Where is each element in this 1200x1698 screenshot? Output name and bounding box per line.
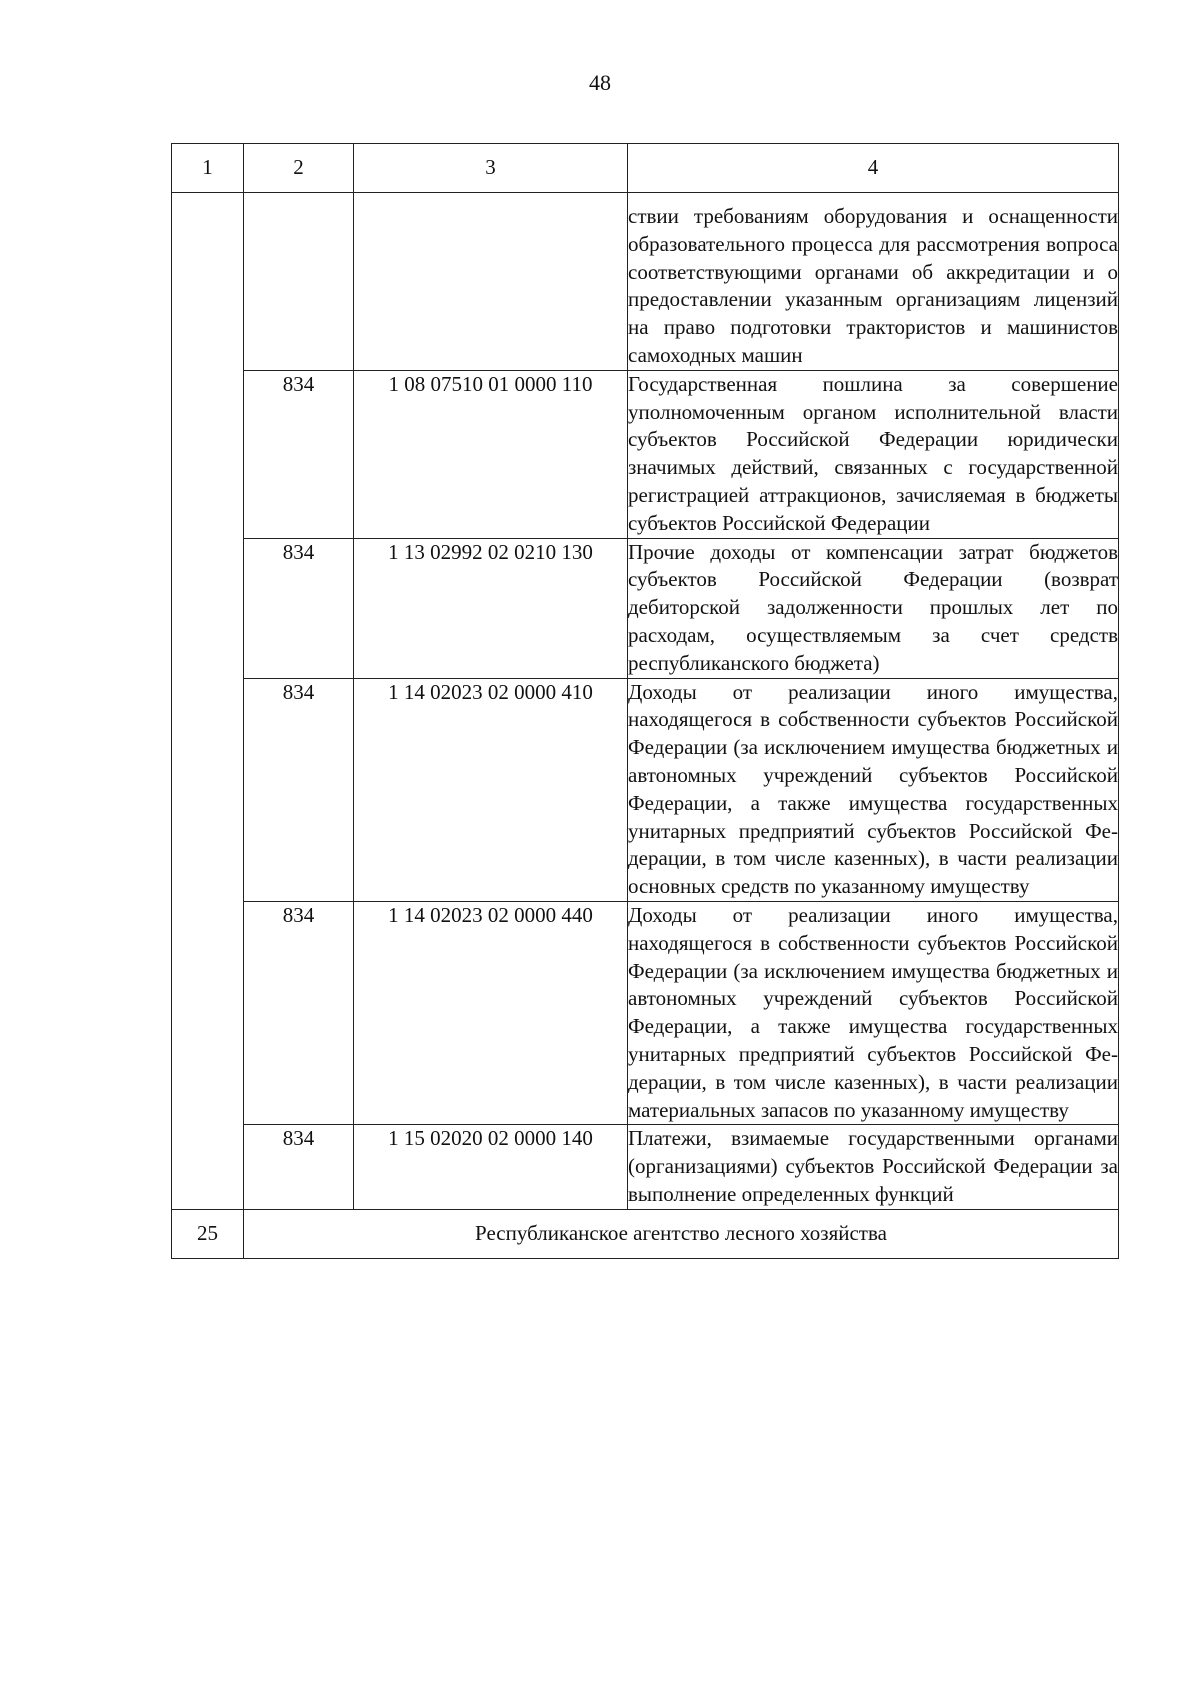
admin-code-cell: 834 <box>244 370 354 538</box>
column-header-3: 3 <box>354 144 628 193</box>
table-row <box>172 1125 1119 1209</box>
column-header-1: 1 <box>172 144 244 193</box>
revenue-code-cell: 1 08 07510 01 0000 110 <box>354 370 628 538</box>
table-row-continuation <box>172 193 1119 371</box>
admin-code-cell: 834 <box>244 678 354 901</box>
revenue-code-cell: 1 15 02020 02 0000 140 <box>354 1125 628 1209</box>
table-header-row <box>172 144 1119 193</box>
description-cell: Прочие доходы от компенсации затрат бюджетов субъектов Российской Федерации (возврат дебиторской задолженности прошлых лет по расходам, осуществляемым за счет средств республиканского бюджета) <box>628 538 1119 678</box>
agency-name-cell: Республиканское агентство лесного хозяйства <box>244 1209 1119 1258</box>
column-header-2: 2 <box>244 144 354 193</box>
revenue-code-cell <box>354 193 628 371</box>
description-cell: ствии требованиям оборудования и оснащенности образовательного процесса для рассмотрения вопроса соответствующими органами об аккредитации и о предоставлении указанным организациям лицензий на право подготовки трактористов и машинистов самоходных машин <box>628 193 1119 371</box>
description-cell: Доходы от реализации иного имущества, находящегося в собственности субъектов Российской Федерации (за исключением имущества бюджетных и автономных учреждений субъектов Российской Федерации, а также имущества государственных унитарных предприятий субъектов Российской Федерации, в том числе казенных), в части реализации основных средств по указанному имуществу <box>628 678 1119 901</box>
table-row <box>172 678 1119 901</box>
revenue-code-cell: 1 14 02023 02 0000 410 <box>354 678 628 901</box>
agency-row <box>172 1209 1119 1258</box>
group-number-cell <box>172 193 244 1210</box>
revenue-code-cell: 1 14 02023 02 0000 440 <box>354 901 628 1124</box>
admin-code-cell: 834 <box>244 901 354 1124</box>
description-cell: Доходы от реализации иного имущества, находящегося в собственности субъектов Российской Федерации (за исключением имущества бюджетных и автономных учреждений субъектов Российской Федерации, а также имущества государственных унитарных предприятий субъектов Российской Федерации, в том числе казенных), в части реализации материальных запасов по указанному имуществу <box>628 901 1119 1124</box>
admin-code-cell <box>244 193 354 371</box>
admin-code-cell: 834 <box>244 1125 354 1209</box>
agency-number-cell: 25 <box>172 1209 244 1258</box>
page-number: 48 <box>589 70 611 95</box>
column-header-4: 4 <box>628 144 1119 193</box>
revenue-code-cell: 1 13 02992 02 0210 130 <box>354 538 628 678</box>
table-row <box>172 901 1119 1124</box>
table-row <box>172 370 1119 538</box>
admin-code-cell: 834 <box>244 538 354 678</box>
description-cell: Государственная пошлина за совершение уполномоченным органом исполнительной власти субъектов Российской Федерации юридически значимых действий, связанных с государственной регистрацией аттракционов, зачисляемая в бюджеты субъектов Российской Федерации <box>628 370 1119 538</box>
description-cell: Платежи, взимаемые государственными органами (организациями) субъектов Российской Федерации за выполнение определенных функций <box>628 1125 1119 1209</box>
table-row <box>172 538 1119 678</box>
revenue-code-table <box>171 143 1119 1259</box>
